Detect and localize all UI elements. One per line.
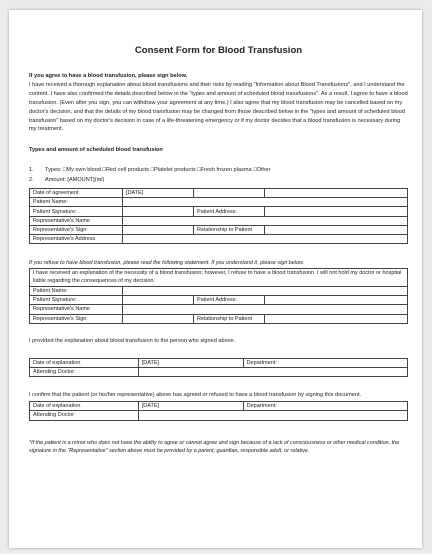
patient-signature-label: Patient Signature: [30,296,123,305]
rep-sign-label: Representative's Sign: [30,225,123,234]
confirmation-table [29,401,408,420]
form-title: Consent Form for Blood Transfusion [134,45,303,56]
confirmation-statement: I confirm that the patient (or his/her representative) above has agreed or refused to have a blood transfusion by signing this document. [29,392,362,399]
refuse-statement: I have received an explanation of the necessity of a blood transfusion; however, I refuse to have a blood transfusion. I will not hold my doctor or hospital liable regarding the consequences of my decision. [30,269,408,287]
attending-doctor-label: Attending Doctor: [30,368,139,377]
agree-body: I have received a thorough explanation about blood transfusions and their risks by reading "Information about Blood Transfusions", and I understand the content. I have also confirmed the details described below in the "types and amount of scheduled blood transfusions". As a result, I agree to have a blood transfusion. (Even after you sign, you can withdraw your agreement at any time.) I also agree that my blood transfusion may be cancelled based on my doctor's decision, and that the details of my blood transfusion may be changed from those described below in the "types and amount of scheduled blood transfusion" based on my doctor's decision in case of a life-threatening emergency or if my doctor decides that a blood transfusion is necessary during my treatment. [29,81,408,133]
footnote: *If the patient is a minor who does not have the ability to agree or cannot agree and sign because of a lack of consciousness or other medical condition, the signature in the "Representative" section above must be provided by a parent, guardian, responsible adult, or relative. [29,439,400,455]
patient-address-label: Patient Address: [194,296,265,305]
date-of-explanation-label: Date of explanation [30,402,139,411]
patient-name-field[interactable] [123,286,408,295]
patient-address-field[interactable] [265,296,408,305]
rep-address-field[interactable] [123,235,408,244]
table-row [30,286,408,295]
relationship-field[interactable] [265,314,408,323]
table-row [30,189,408,198]
table-row [30,305,408,314]
list-number: 2. [29,176,34,183]
list-item [29,176,408,185]
date-of-explanation-value[interactable]: [DATE] [138,358,243,367]
explanation-table [29,358,408,377]
table-row [30,402,408,411]
relationship-label: Relationship to Patient [194,225,265,234]
table-row [30,269,408,287]
department-label[interactable]: Department: [243,358,407,367]
agree-heading: If you agree to have a blood transfusion, please sign below. [29,73,188,79]
date-of-explanation-value[interactable]: [DATE] [138,402,243,411]
table-row [30,296,408,305]
patient-name-label: Patient Name: [30,286,123,295]
list-item [29,166,408,175]
date-of-agreement-value[interactable]: [DATE] [123,189,194,198]
rep-sign-field[interactable] [123,225,194,234]
document-page [9,10,422,548]
date-of-agreement-label: Date of agreement [30,189,123,198]
patient-signature-field[interactable] [123,207,194,216]
attending-doctor-field[interactable] [138,368,407,377]
relationship-label: Relationship to Patient [194,314,265,323]
department-label[interactable]: Department: [243,402,407,411]
amount-line: Amount: [AMOUNT](ml) [45,176,105,183]
table-row [30,216,408,225]
empty-cell [194,189,265,198]
types-options: Types: □My own blood □Red cell products □Platelet products □Fresh frozen plasma □Other [45,167,271,174]
refuse-intro: If you refuse to have blood transfusion, please read the following statement. If you understand it, please sign below. [29,260,305,267]
rep-name-label: Representative's Name [30,216,123,225]
refuse-table [29,268,408,324]
table-row [30,411,408,420]
table-row [30,358,408,367]
rep-sign-label: Representative's Sign: [30,314,123,323]
table-row [30,198,408,207]
list-number: 1. [29,167,34,174]
patient-signature-field[interactable] [123,296,194,305]
rep-name-field[interactable] [123,305,408,314]
table-row [30,207,408,216]
agree-table [29,188,408,244]
attending-doctor-field[interactable] [138,411,407,420]
attending-doctor-label: Attending Doctor: [30,411,139,420]
patient-signature-label: Patient Signature: [30,207,123,216]
relationship-field[interactable] [265,225,408,234]
patient-name-label: Patient Name: [30,198,123,207]
empty-cell [265,189,408,198]
explanation-statement: I provided the explanation about blood transfusion to the person who signed above. [29,337,236,344]
table-row [30,314,408,323]
rep-name-label: Representative's Name [30,305,123,314]
patient-address-field[interactable] [265,207,408,216]
patient-address-label: Patient Address: [194,207,265,216]
date-of-explanation-label: Date of explanation [30,358,139,367]
rep-name-field[interactable] [123,216,408,225]
rep-address-label: Representative's Address [30,235,123,244]
types-list [29,166,408,185]
patient-name-field[interactable] [123,198,408,207]
rep-sign-field[interactable] [123,314,194,323]
table-row [30,368,408,377]
types-heading: Types and amount of scheduled blood transfusion [29,147,163,154]
table-row [30,225,408,234]
table-row [30,235,408,244]
